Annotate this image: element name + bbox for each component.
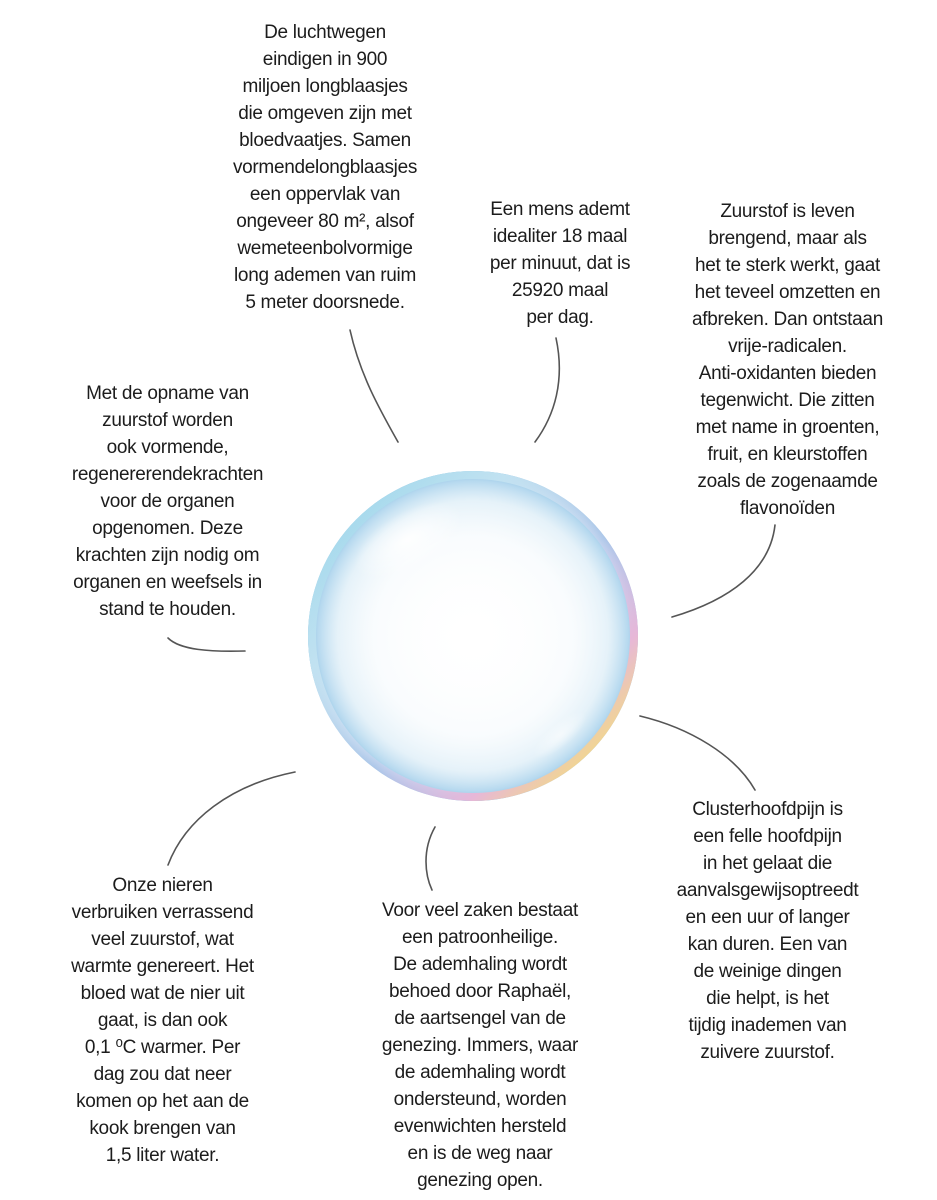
text-line: vormendelongblaasjes (232, 157, 418, 178)
text-line: de aartsengel van de (394, 1008, 566, 1029)
text-line: zoals de zogenaamde (697, 471, 878, 492)
text-line: ongeveer 80 m², alsof (236, 211, 414, 232)
text-line: bloed wat de nier uit (80, 983, 245, 1004)
text-line: en een uur of langer (685, 907, 850, 928)
text-line: krachten zijn nodig om (75, 545, 260, 566)
text-line: organen en weefsels in (73, 572, 262, 593)
text-line: in het gelaat die (702, 853, 833, 874)
cluster-headache-text (640, 796, 895, 1066)
connector-line-oxygen (672, 525, 775, 617)
text-line: een felle hoofdpijn (693, 826, 842, 847)
text-line: gaat, is dan ook (97, 1010, 228, 1031)
text-line: Zuurstof is leven (720, 201, 855, 222)
text-line: die helpt, is het (706, 988, 829, 1009)
text-line: wemeteenbolvormige (237, 238, 413, 259)
text-line: Onze nieren (112, 875, 213, 896)
text-line: opgenomen. Deze (92, 518, 243, 539)
text-line: ook vormende, (106, 437, 229, 458)
text-line: ondersteund, worden (393, 1089, 567, 1110)
text-line: de weinige dingen (693, 961, 842, 982)
text-line: zuurstof worden (102, 410, 233, 431)
breathing-rate-text (455, 196, 665, 331)
text-line: evenwichten hersteld (393, 1116, 567, 1137)
text-line: vrije-radicalen. (728, 336, 847, 357)
text-line: veel zuurstof, wat (91, 929, 234, 950)
text-line: aanvalsgewijsoptreedt (676, 880, 859, 901)
text-line: het te sterk werkt, gaat (695, 255, 880, 276)
text-line: Met de opname van (86, 383, 249, 404)
patron-saint-text (355, 897, 605, 1194)
text-line: 25920 maal (511, 280, 609, 301)
text-line: dag zou dat neer (93, 1064, 232, 1085)
text-line: 1,5 liter water. (105, 1145, 220, 1166)
text-line: zuivere zuurstof. (700, 1042, 835, 1063)
connector-line-breathing-rate (535, 338, 559, 442)
text-line: behoed door Raphaël, (388, 981, 572, 1002)
text-line: kook brengen van (89, 1118, 236, 1139)
text-line: warmte genereert. Het (71, 956, 254, 977)
kidneys-text (45, 872, 280, 1169)
text-line: 0,1 ⁰C warmer. Per (84, 1037, 241, 1058)
text-line: genezing open. (417, 1170, 543, 1191)
text-line: verbruiken verrassend (71, 902, 254, 923)
text-line: bloedvaatjes. Samen (239, 130, 411, 151)
text-line: de ademhaling wordt (394, 1062, 566, 1083)
text-line: komen op het aan de (76, 1091, 249, 1112)
text-line: voor de organen (100, 491, 235, 512)
text-line: een oppervlak van (249, 184, 401, 205)
text-line: die omgeven zijn met (238, 103, 412, 124)
text-line: De luchtwegen (264, 22, 386, 43)
text-line: eindigen in 900 (262, 49, 388, 70)
text-line: brengend, maar als (708, 228, 867, 249)
text-line: regenererendekrachten (71, 464, 264, 485)
text-line: met name in groenten, (695, 417, 880, 438)
connector-line-regeneration (168, 638, 245, 651)
text-line: het teveel omzetten en (694, 282, 881, 303)
text-line: per minuut, dat is (489, 253, 631, 274)
text-line: tegenwicht. Die zitten (700, 390, 875, 411)
text-line: en is de weg naar (407, 1143, 553, 1164)
connector-line-cluster-headache (640, 716, 755, 790)
text-line: per dag. (526, 307, 594, 328)
text-line: Een mens ademt (490, 199, 630, 220)
connector-line-kidneys (168, 772, 295, 865)
text-line: flavonoïden (740, 498, 835, 519)
text-line: genezing. Immers, waar (381, 1035, 579, 1056)
text-line: Voor veel zaken bestaat (382, 900, 578, 921)
text-line: 5 meter doorsnede. (245, 292, 405, 313)
text-line: miljoen longblaasjes (242, 76, 408, 97)
text-line: De ademhaling wordt (393, 954, 567, 975)
text-line: Clusterhoofdpijn is (692, 799, 843, 820)
oxygen-text (660, 198, 915, 522)
text-line: stand te houden. (99, 599, 236, 620)
text-line: fruit, en kleurstoffen (707, 444, 868, 465)
regeneration-text (45, 380, 290, 623)
connector-line-airways (350, 330, 398, 442)
text-line: long ademen van ruim (234, 265, 416, 286)
airways-text (190, 19, 460, 316)
text-line: Anti-oxidanten bieden (698, 363, 877, 384)
text-line: afbreken. Dan ontstaan (692, 309, 883, 330)
text-line: idealiter 18 maal (492, 226, 628, 247)
text-line: kan duren. Een van (687, 934, 848, 955)
connector-line-patron-saint (426, 827, 435, 890)
text-line: een patroonheilige. (402, 927, 558, 948)
text-line: tijdig inademen van (688, 1015, 847, 1036)
